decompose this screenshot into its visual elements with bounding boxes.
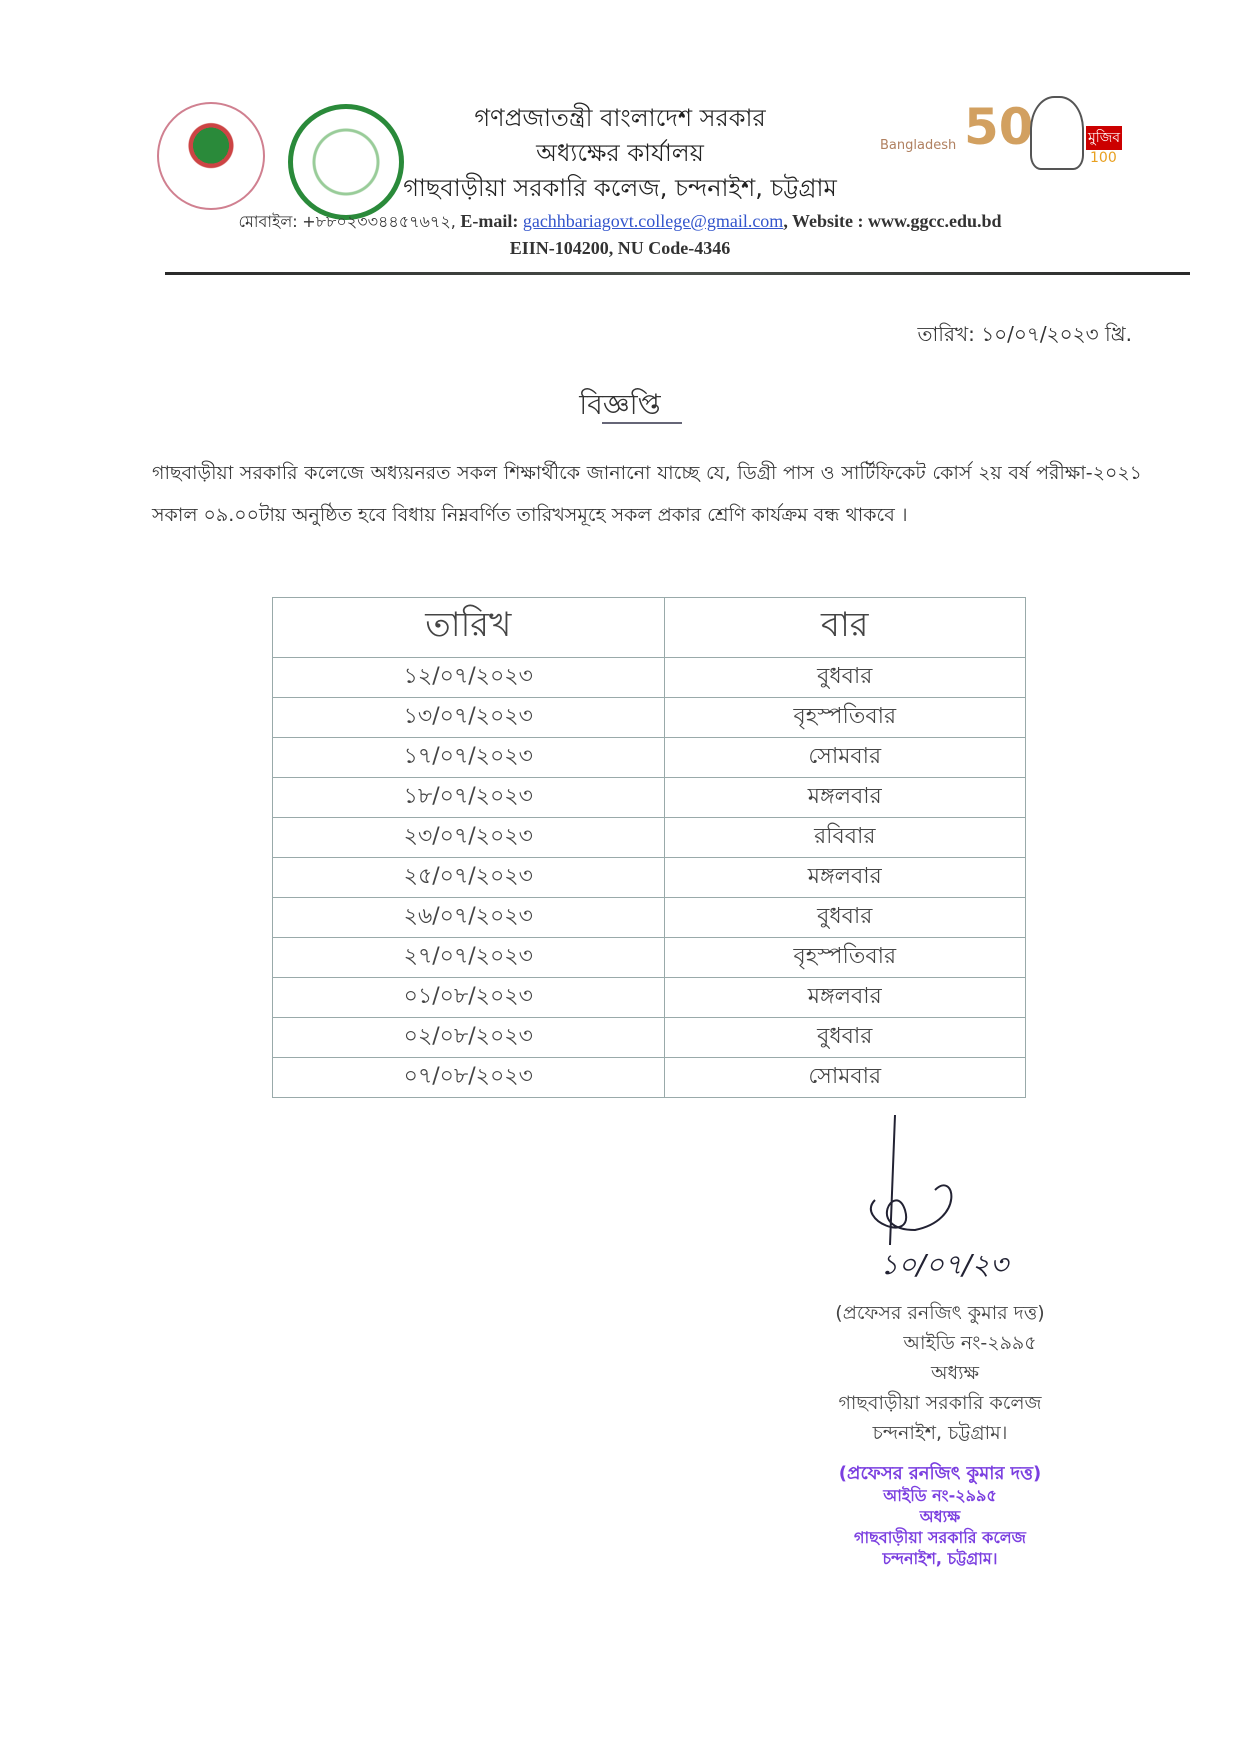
signature-date: ১০/০৭/২৩: [880, 1248, 1009, 1281]
handwritten-signature: [845, 1110, 1045, 1250]
mujib-100-logo: মুজিব 100: [1030, 96, 1160, 181]
notice-date: তারিখ: ১০/০৭/২০২৩ খ্রি.: [917, 322, 1132, 346]
signatory-college: গাছবাড়ীয়া সরকারি কলেজ: [838, 1392, 1042, 1414]
official-stamp: (প্রফেসর রনজিৎ কুমার দত্ত) আইডি নং-২৯৯৫ অধ্যক্ষ গাছবাড়ীয়া সরকারি কলেজ চন্দনাইশ, চট্টগ্রাম।: [838, 1463, 1042, 1568]
day-cell: বুধবার: [664, 658, 1025, 698]
notice-body: গাছবাড়ীয়া সরকারি কলেজে অধ্যয়নরত সকল শিক্ষার্থীকে জানানো যাচ্ছে যে, ডিগ্রী পাস ও সার্টিফিকেট কোর্স ২য় বর্ষ পরীক্ষা-২০২১ সকাল ০৯.০০টায় অনুষ্ঠিত হবে বিধায় নিম্নবর্ণিত তারিখসমূহে সকল প্রকার শ্রেণি কার্যক্রম বন্ধ থাকবে ।: [152, 462, 1142, 526]
date-cell: ১৮/০৭/২০২৩: [273, 778, 665, 818]
date-cell: ১৭/০৭/২০২৩: [273, 738, 665, 778]
date-cell: ০২/০৮/২০২৩: [273, 1018, 665, 1058]
day-cell: বৃহস্পতিবার: [664, 698, 1025, 738]
day-cell: বুধবার: [664, 898, 1025, 938]
day-cell: মঙ্গলবার: [664, 978, 1025, 1018]
signatory-name: (প্রফেসর রনজিৎ কুমার দত্ত): [835, 1302, 1045, 1324]
day-cell: সোমবার: [664, 1058, 1025, 1098]
day-cell: মঙ্গলবার: [664, 778, 1025, 818]
sheikh-hasina-education-logo: [157, 102, 265, 210]
header-date: তারিখ: [273, 598, 665, 658]
table-row: [273, 818, 1026, 858]
table-row: [273, 658, 1026, 698]
contact-line: মোবাইল: +৮৮০২৩৩৪৪৫৭৬৭২, E-mail: gachhbariagovt.college@gmail.com, Website : www.ggcc.edu.bd: [238, 211, 1002, 231]
date-cell: ১৩/০৭/২০২৩: [273, 698, 665, 738]
day-cell: সোমবার: [664, 738, 1025, 778]
date-cell: ১২/০৭/২০২৩: [273, 658, 665, 698]
table-row: [273, 738, 1026, 778]
date-cell: ২৫/০৭/২০২৩: [273, 858, 665, 898]
email-link[interactable]: gachhbariagovt.college@gmail.com: [522, 211, 784, 231]
day-cell: বুধবার: [664, 1018, 1025, 1058]
notice-title: বিজ্ঞপ্তি: [579, 388, 661, 421]
college-heading: গাছবাড়ীয়া সরকারি কলেজ, চন্দনাইশ, চট্টগ্রাম: [403, 174, 837, 202]
signatory-designation: অধ্যক্ষ: [930, 1362, 979, 1384]
signatory-id: আইডি নং-২৯৯৫: [903, 1332, 1037, 1354]
office-heading: অধ্যক্ষের কার্যালয়: [536, 139, 704, 167]
date-cell: ০১/০৮/২০২৩: [273, 978, 665, 1018]
header-day: বার: [664, 598, 1025, 658]
date-cell: ২৩/০৭/২০২৩: [273, 818, 665, 858]
date-cell: ২৬/০৭/২০২৩: [273, 898, 665, 938]
table-row: [273, 1058, 1026, 1098]
signatory-location: চন্দনাইশ, চট্টগ্রাম।: [872, 1422, 1008, 1444]
date-cell: ২৭/০৭/২০২৩: [273, 938, 665, 978]
bangladesh-50-logo: Bangladesh 50: [880, 98, 1034, 156]
date-cell: ০৭/০৮/২০২৩: [273, 1058, 665, 1098]
title-underline: [602, 422, 682, 424]
govt-heading: গণপ্রজাতন্ত্রী বাংলাদেশ সরকার: [474, 104, 766, 132]
table-row: [273, 698, 1026, 738]
eiin-nu-code: EIIN-104200, NU Code-4346: [509, 238, 731, 258]
table-row: [273, 978, 1026, 1018]
table-row: [273, 938, 1026, 978]
header-divider: [165, 272, 1190, 275]
table-row: [273, 778, 1026, 818]
day-cell: মঙ্গলবার: [664, 858, 1025, 898]
table-row: [273, 1018, 1026, 1058]
table-row: [273, 858, 1026, 898]
table-row: [273, 898, 1026, 938]
signatory-block: [790, 1298, 1090, 1448]
closure-dates-table: [272, 597, 1026, 1098]
day-cell: বৃহস্পতিবার: [664, 938, 1025, 978]
day-cell: রবিবার: [664, 818, 1025, 858]
